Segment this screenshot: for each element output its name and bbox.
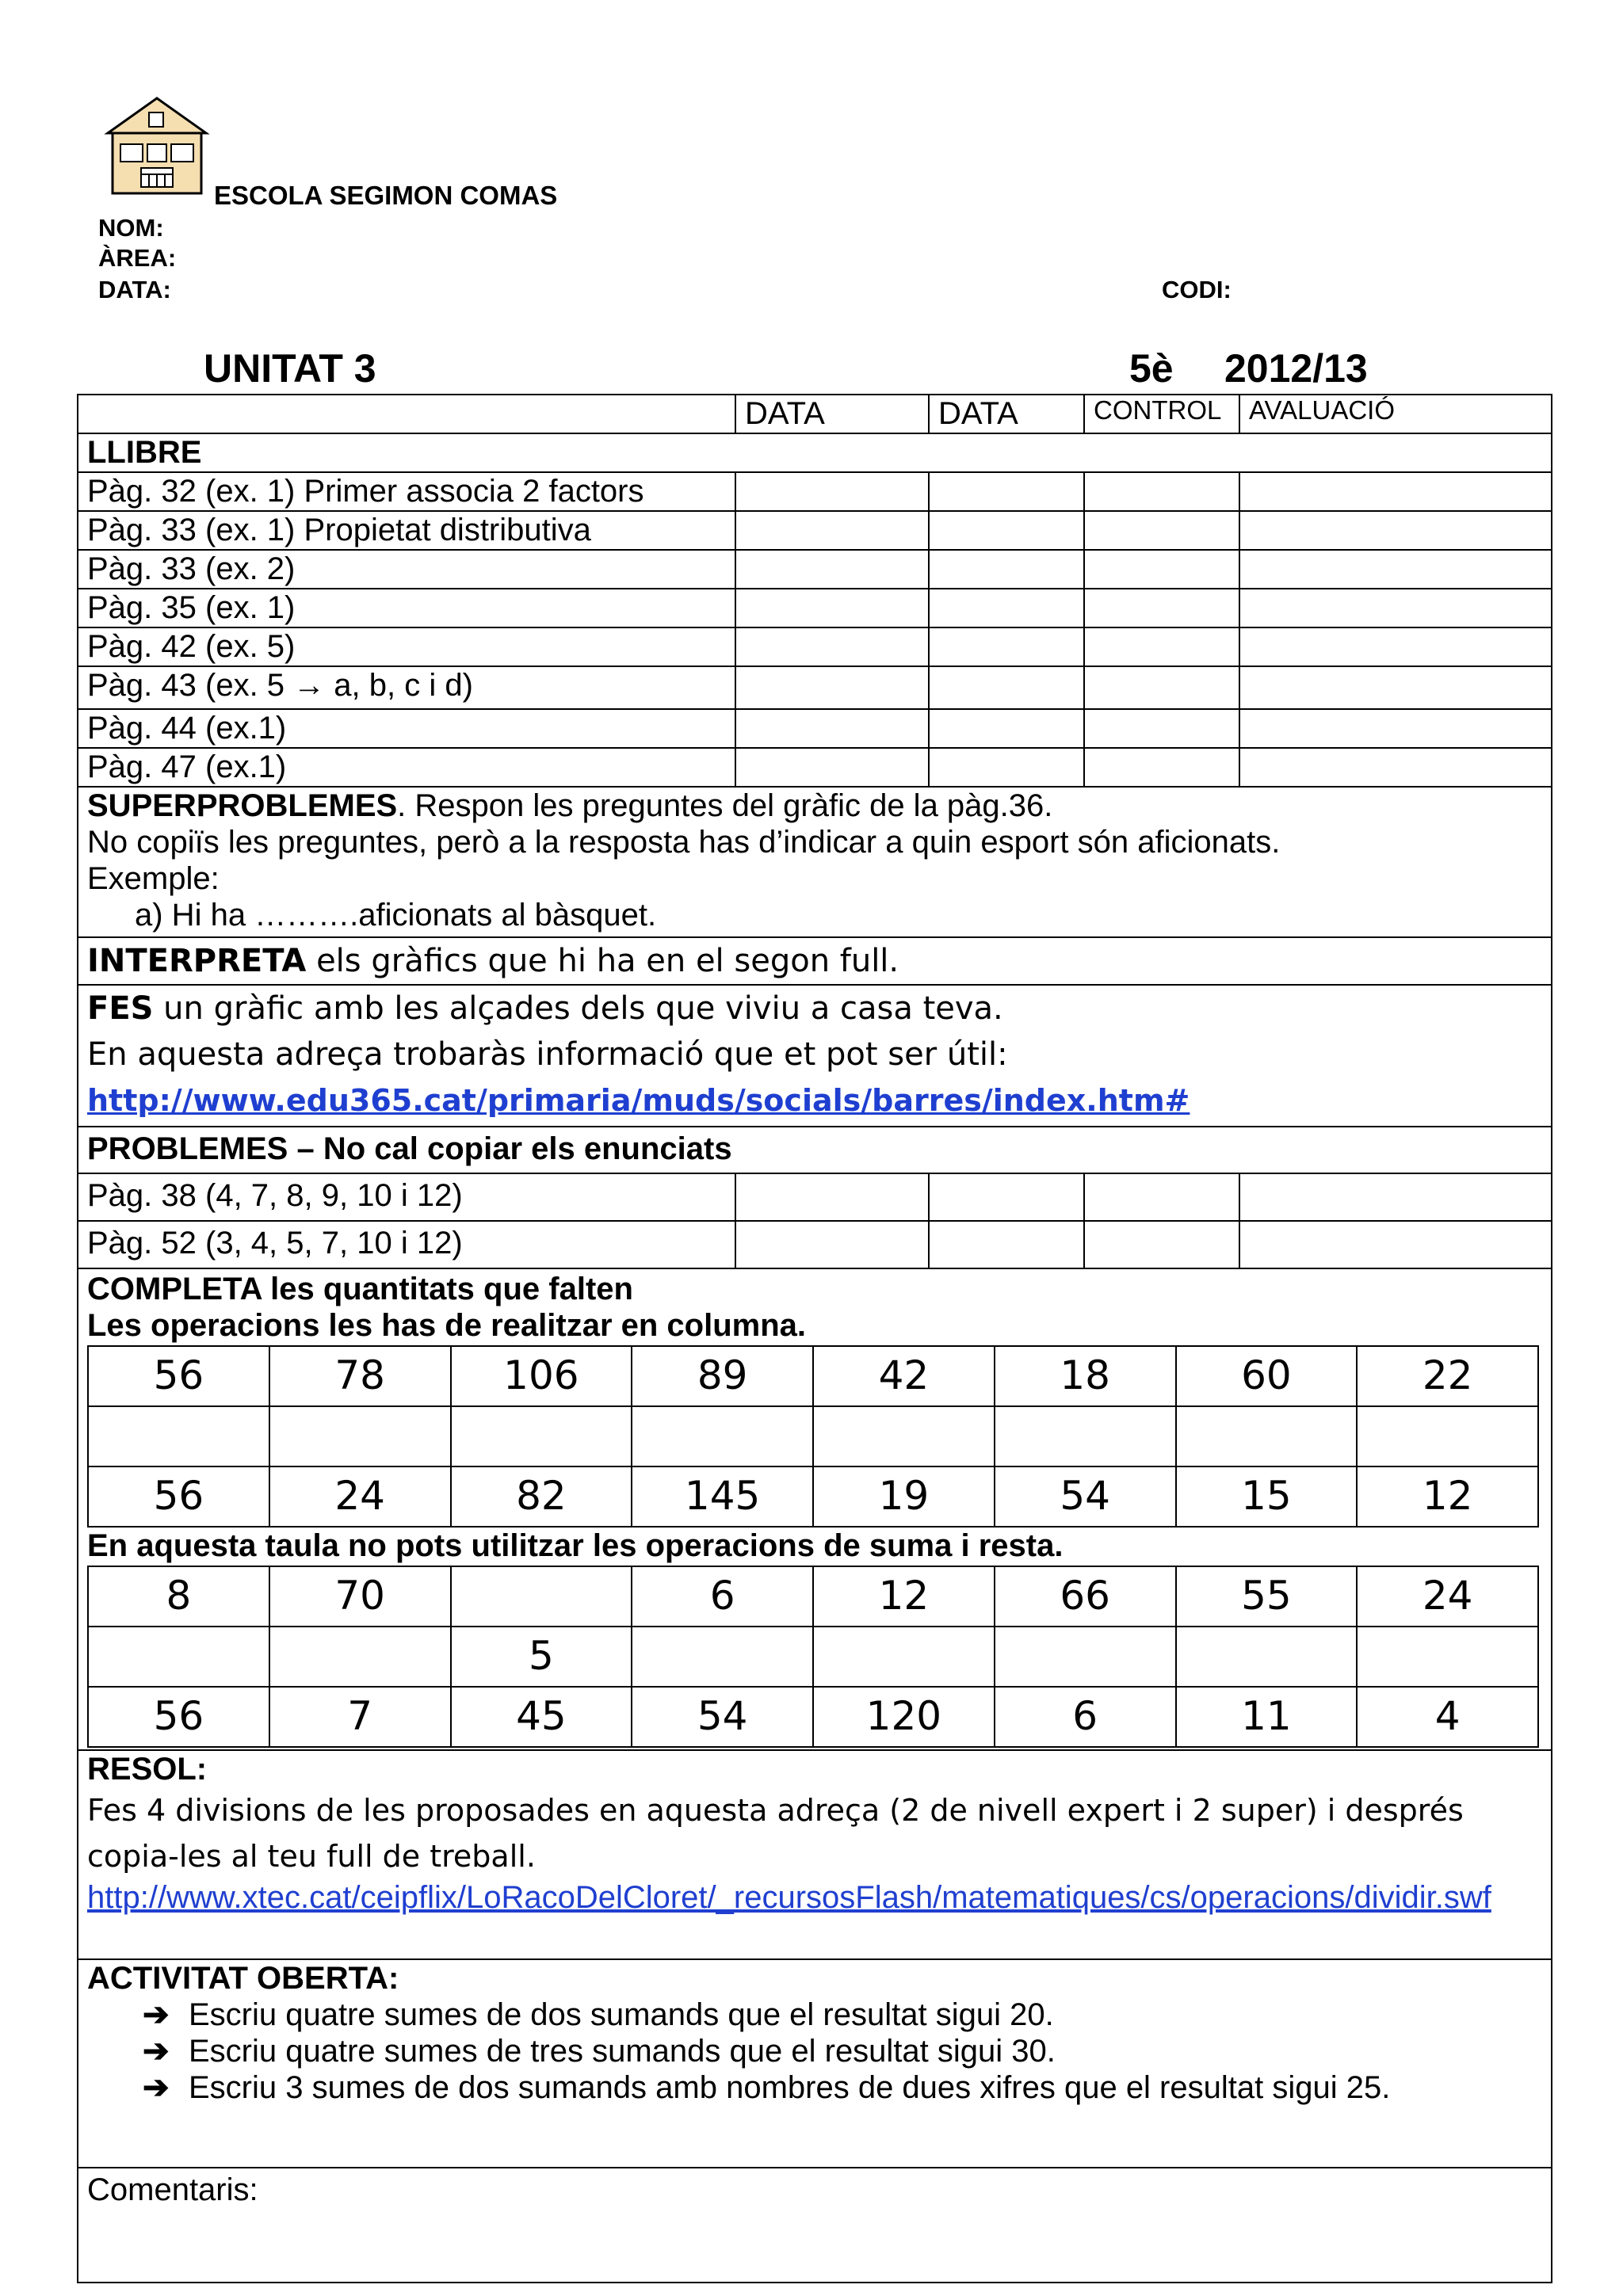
check-cell[interactable] bbox=[1239, 627, 1552, 666]
number-cell: 19 bbox=[813, 1466, 995, 1527]
check-cell[interactable] bbox=[929, 472, 1084, 511]
problemes-row bbox=[78, 1173, 1552, 1221]
number-cell: 106 bbox=[451, 1346, 632, 1406]
superproblemes-example: a) Hi ha ……….aficionats al bàsquet. bbox=[135, 898, 657, 933]
check-cell[interactable] bbox=[1084, 748, 1239, 787]
superproblemes-line2: No copiïs les preguntes, però a la resposta has d’indicar a quin esport són aficionats. bbox=[87, 825, 1281, 860]
number-row bbox=[88, 1346, 1538, 1406]
activitat-item-text: Escriu quatre sumes de tres sumands que el resultat sigui 30. bbox=[189, 2034, 1056, 2069]
check-cell[interactable] bbox=[1239, 550, 1552, 589]
check-cell[interactable] bbox=[735, 472, 929, 511]
codi-label: CODI: bbox=[1162, 276, 1232, 303]
check-cell[interactable] bbox=[929, 627, 1084, 666]
number-cell: 54 bbox=[632, 1687, 813, 1747]
number-cell: 8 bbox=[88, 1566, 269, 1627]
check-cell[interactable] bbox=[929, 550, 1084, 589]
col-avaluacio: AVALUACIÓ bbox=[1239, 395, 1552, 433]
activitat-item-text: Escriu 3 sumes de dos sumands amb nombres de dues xifres que el resultat sigui 25. bbox=[189, 2070, 1391, 2105]
number-cell: 145 bbox=[632, 1466, 813, 1527]
number-row bbox=[88, 1566, 1538, 1627]
task-label: Pàg. 47 (ex.1) bbox=[78, 748, 735, 787]
number-cell: 24 bbox=[1357, 1566, 1538, 1627]
number-cell: 42 bbox=[813, 1346, 995, 1406]
problemes-title: PROBLEMES – No cal copiar els enunciats bbox=[78, 1127, 1552, 1173]
task-label: Pàg. 33 (ex. 1) Propietat distributiva bbox=[78, 511, 735, 550]
llibre-row bbox=[78, 666, 1552, 709]
check-cell[interactable] bbox=[1084, 1221, 1239, 1268]
data-label: DATA: bbox=[98, 276, 171, 303]
check-cell[interactable] bbox=[929, 589, 1084, 627]
answer-cell[interactable] bbox=[451, 1566, 632, 1627]
activitat-section bbox=[78, 1959, 1552, 2168]
number-cell: 7 bbox=[269, 1687, 451, 1747]
number-cell: 18 bbox=[995, 1346, 1176, 1406]
answer-cell[interactable] bbox=[451, 1406, 632, 1466]
check-cell[interactable] bbox=[735, 1221, 929, 1268]
col-control: CONTROL bbox=[1084, 395, 1239, 433]
number-cell: 12 bbox=[1357, 1466, 1538, 1527]
arrow-right-icon: ➔ bbox=[143, 1997, 170, 2032]
activity-table bbox=[77, 394, 1552, 2283]
check-cell[interactable] bbox=[735, 666, 929, 709]
check-cell[interactable] bbox=[1239, 1221, 1552, 1268]
check-cell[interactable] bbox=[1239, 589, 1552, 627]
check-cell[interactable] bbox=[1084, 550, 1239, 589]
number-row bbox=[88, 1406, 1538, 1466]
answer-cell[interactable] bbox=[813, 1406, 995, 1466]
task-label: Pàg. 35 (ex. 1) bbox=[78, 589, 735, 627]
number-cell: 45 bbox=[451, 1687, 632, 1747]
column-header-row bbox=[78, 395, 1552, 433]
number-cell: 56 bbox=[88, 1466, 269, 1527]
number-row bbox=[88, 1466, 1538, 1527]
number-cell: 66 bbox=[995, 1566, 1176, 1627]
number-cell: 4 bbox=[1357, 1687, 1538, 1747]
check-cell[interactable] bbox=[1084, 709, 1239, 748]
check-cell[interactable] bbox=[1084, 589, 1239, 627]
number-table-1 bbox=[87, 1345, 1539, 1527]
arrow-right-icon: ➔ bbox=[143, 2034, 170, 2069]
school-year: 2012/13 bbox=[1224, 346, 1368, 391]
check-cell[interactable] bbox=[929, 511, 1084, 550]
superproblemes-line3: Exemple: bbox=[87, 861, 220, 896]
interpreta-text: els gràfics que hi ha en el segon full. bbox=[306, 943, 899, 979]
check-cell[interactable] bbox=[929, 1221, 1084, 1268]
number-cell: 70 bbox=[269, 1566, 451, 1627]
number-cell: 24 bbox=[269, 1466, 451, 1527]
number-cell: 15 bbox=[1176, 1466, 1358, 1527]
task-label: Pàg. 42 (ex. 5) bbox=[78, 627, 735, 666]
number-cell: 12 bbox=[813, 1566, 995, 1627]
number-cell: 56 bbox=[88, 1687, 269, 1747]
check-cell[interactable] bbox=[735, 511, 929, 550]
problemes-row bbox=[78, 1221, 1552, 1268]
answer-cell[interactable] bbox=[1176, 1627, 1358, 1687]
check-cell[interactable] bbox=[1084, 511, 1239, 550]
number-cell: 55 bbox=[1176, 1566, 1358, 1627]
number-cell: 6 bbox=[632, 1566, 813, 1627]
area-label: ÀREA: bbox=[98, 244, 177, 272]
superproblemes-title: SUPERPROBLEMES bbox=[87, 788, 398, 823]
task-label: Pàg. 33 (ex. 2) bbox=[78, 550, 735, 589]
check-cell[interactable] bbox=[735, 550, 929, 589]
check-cell[interactable] bbox=[1084, 1173, 1239, 1221]
number-table-2 bbox=[87, 1566, 1539, 1748]
interpreta-section bbox=[78, 937, 1552, 985]
check-cell[interactable] bbox=[1239, 511, 1552, 550]
comentaris-label: Comentaris: bbox=[87, 2172, 258, 2207]
llibre-row bbox=[78, 550, 1552, 589]
check-cell[interactable] bbox=[929, 666, 1084, 709]
resol-title: RESOL: bbox=[87, 1752, 208, 1787]
check-cell[interactable] bbox=[735, 589, 929, 627]
check-cell[interactable] bbox=[1084, 472, 1239, 511]
check-cell[interactable] bbox=[735, 627, 929, 666]
number-row bbox=[88, 1627, 1538, 1687]
llibre-title: LLIBRE bbox=[78, 433, 1552, 472]
number-cell: 56 bbox=[88, 1346, 269, 1406]
check-cell[interactable] bbox=[735, 748, 929, 787]
unit-title: UNITAT 3 bbox=[204, 346, 376, 391]
level: 5è bbox=[1129, 346, 1174, 391]
completa-subtitle-2: En aquesta taula no pots utilitzar les operacions de suma i resta. bbox=[87, 1528, 1064, 1563]
activitat-title: ACTIVITAT OBERTA: bbox=[87, 1961, 399, 1996]
check-cell[interactable] bbox=[1239, 748, 1552, 787]
completa-subtitle: Les operacions les has de realitzar en columna. bbox=[87, 1308, 807, 1343]
answer-cell[interactable] bbox=[632, 1406, 813, 1466]
llibre-row bbox=[78, 627, 1552, 666]
activitat-item bbox=[87, 1997, 1542, 2033]
activitat-item-text: Escriu quatre sumes de dos sumands que el resultat sigui 20. bbox=[189, 1997, 1054, 2032]
completa-title: COMPLETA les quantitats que falten bbox=[87, 1272, 633, 1306]
school-house-logo bbox=[101, 95, 212, 198]
answer-cell[interactable] bbox=[1176, 1406, 1358, 1466]
number-cell: 54 bbox=[995, 1466, 1176, 1527]
number-cell: 5 bbox=[451, 1627, 632, 1687]
number-cell: 22 bbox=[1357, 1346, 1538, 1406]
answer-cell[interactable] bbox=[632, 1627, 813, 1687]
task-label: Pàg. 44 (ex.1) bbox=[78, 709, 735, 748]
check-cell[interactable] bbox=[1239, 472, 1552, 511]
llibre-row bbox=[78, 511, 1552, 550]
number-cell: 82 bbox=[451, 1466, 632, 1527]
fes-line2: En aquesta adreça trobaràs informació que et pot ser útil: bbox=[87, 1036, 1008, 1073]
fes-section bbox=[78, 985, 1552, 1127]
check-cell[interactable] bbox=[1239, 666, 1552, 709]
answer-cell[interactable] bbox=[995, 1627, 1176, 1687]
superproblemes-line1: . Respon les preguntes del gràfic de la pàg.36. bbox=[397, 788, 1053, 823]
interpreta-title: INTERPRETA bbox=[87, 943, 307, 979]
answer-cell[interactable] bbox=[269, 1406, 451, 1466]
resol-text: Fes 4 divisions de les proposades en aquesta adreça (2 de nivell expert i 2 super) i després copia-les al teu full de treball. bbox=[87, 1793, 1464, 1874]
resol-section bbox=[78, 1750, 1552, 1959]
answer-cell[interactable] bbox=[269, 1627, 451, 1687]
fes-text: un gràfic amb les alçades dels que viviu a casa teva. bbox=[153, 990, 1003, 1027]
check-cell[interactable] bbox=[735, 709, 929, 748]
llibre-row bbox=[78, 709, 1552, 748]
edu365-link[interactable]: http://www.edu365.cat/primaria/muds/socials/barres/index.htm# bbox=[87, 1083, 1190, 1118]
answer-cell[interactable] bbox=[88, 1406, 269, 1466]
arrow-right-icon: ➔ bbox=[143, 2070, 170, 2105]
check-cell[interactable] bbox=[1239, 709, 1552, 748]
check-cell[interactable] bbox=[1084, 627, 1239, 666]
col-data-2: DATA bbox=[929, 395, 1084, 433]
llibre-row bbox=[78, 589, 1552, 627]
task-label: Pàg. 52 (3, 4, 5, 7, 10 i 12) bbox=[78, 1221, 735, 1268]
check-cell[interactable] bbox=[1084, 666, 1239, 709]
answer-cell[interactable] bbox=[1357, 1627, 1538, 1687]
col-data-1: DATA bbox=[735, 395, 929, 433]
answer-cell[interactable] bbox=[88, 1627, 269, 1687]
task-label: Pàg. 43 (ex. 5 → a, b, c i d) bbox=[78, 666, 735, 709]
xtec-link[interactable]: http://www.xtec.cat/ceipflix/LoRacoDelCloret/_recursosFlash/matematiques/cs/operacions/dividir.swf bbox=[87, 1880, 1491, 1915]
number-row bbox=[88, 1687, 1538, 1747]
nom-label: NOM: bbox=[98, 214, 164, 242]
number-cell: 11 bbox=[1176, 1687, 1358, 1747]
answer-cell[interactable] bbox=[995, 1406, 1176, 1466]
check-cell[interactable] bbox=[929, 709, 1084, 748]
task-label: Pàg. 38 (4, 7, 8, 9, 10 i 12) bbox=[78, 1173, 735, 1221]
number-cell: 60 bbox=[1176, 1346, 1358, 1406]
completa-section bbox=[78, 1268, 1552, 1750]
activitat-item bbox=[87, 2033, 1542, 2069]
number-cell: 120 bbox=[813, 1687, 995, 1747]
check-cell[interactable] bbox=[929, 1173, 1084, 1221]
answer-cell[interactable] bbox=[1357, 1406, 1538, 1466]
check-cell[interactable] bbox=[735, 1173, 929, 1221]
comentaris-section[interactable] bbox=[78, 2168, 1552, 2283]
number-cell: 89 bbox=[632, 1346, 813, 1406]
superproblemes-section bbox=[78, 787, 1552, 937]
school-name: ESCOLA SEGIMON COMAS bbox=[214, 181, 558, 210]
answer-cell[interactable] bbox=[813, 1627, 995, 1687]
task-label: Pàg. 32 (ex. 1) Primer associa 2 factors bbox=[78, 472, 735, 511]
check-cell[interactable] bbox=[929, 748, 1084, 787]
activitat-item bbox=[87, 2069, 1542, 2106]
blank-header-cell bbox=[78, 395, 735, 433]
llibre-row bbox=[78, 748, 1552, 787]
fes-title: FES bbox=[87, 990, 154, 1027]
llibre-row bbox=[78, 472, 1552, 511]
number-cell: 6 bbox=[995, 1687, 1176, 1747]
number-cell: 78 bbox=[269, 1346, 451, 1406]
check-cell[interactable] bbox=[1239, 1173, 1552, 1221]
